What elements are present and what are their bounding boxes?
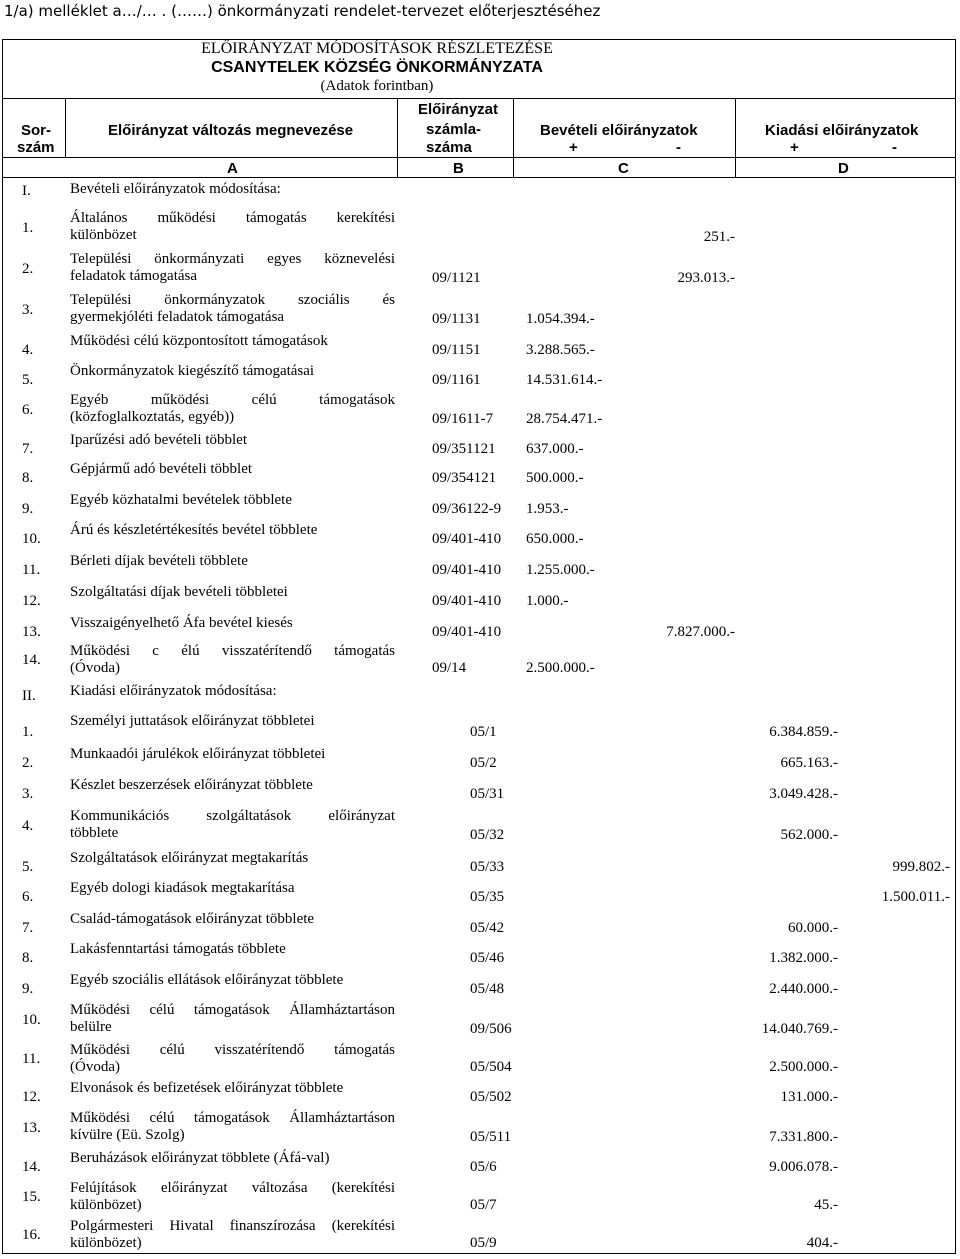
header-line-letters <box>2 177 956 178</box>
row-description <box>70 292 395 326</box>
row-number: 7. <box>22 441 34 457</box>
row-account-number: 05/9 <box>470 1235 497 1251</box>
row-description <box>70 880 395 897</box>
row-number: 8. <box>22 470 34 486</box>
row-account-number: 05/46 <box>470 950 505 966</box>
col-header-row-number-2: szám <box>17 139 55 156</box>
row-account-number: 09/1131 <box>432 311 481 327</box>
row-account-number: 09/401-410 <box>432 624 502 640</box>
col-letter-b: B <box>453 160 464 177</box>
row-number: 6. <box>22 889 34 905</box>
row-number: 12. <box>22 1089 41 1105</box>
row-description <box>70 1150 395 1167</box>
row-account-number: 09/36122-9 <box>432 501 502 517</box>
row-description <box>70 1002 395 1036</box>
row-description <box>70 461 395 478</box>
col-header-row-number-1: Sor- <box>21 122 51 139</box>
row-description <box>70 363 395 380</box>
row-number: 2. <box>22 261 34 277</box>
row-number: 14. <box>22 1159 41 1175</box>
row-account-number: 05/1 <box>470 724 497 740</box>
row-description-line-2: többlete <box>70 825 119 841</box>
row-number: 8. <box>22 950 34 966</box>
row-expenditure-plus: 6.384.859.- <box>769 724 838 740</box>
row-expenditure-plus: 60.000.- <box>788 920 838 936</box>
revenue-plus-sign: + <box>569 139 578 156</box>
row-description-line-2: (közfoglalkoztatás, egyéb)) <box>70 409 235 425</box>
row-revenue-plus: 1.953.- <box>526 501 569 517</box>
row-expenditure-minus: 1.500.011.- <box>881 889 950 905</box>
row-description <box>70 1080 395 1097</box>
row-number: 1. <box>22 724 34 740</box>
row-number: 3. <box>22 302 34 318</box>
row-description <box>70 1218 395 1252</box>
row-revenue-minus: 293.013.- <box>677 270 735 286</box>
row-number: 15. <box>22 1189 41 1205</box>
col-header-account-2: számla- <box>426 121 482 138</box>
row-revenue-plus: 28.754.471.- <box>526 411 603 427</box>
row-number: 5. <box>22 859 34 875</box>
row-account-number: 05/2 <box>470 755 497 771</box>
row-expenditure-plus: 14.040.769.- <box>761 1021 838 1037</box>
row-description-line-1: Működési célú támogatások Államháztartáson <box>70 1110 395 1126</box>
col-header-expenditure: Kiadási előirányzatok <box>765 122 919 139</box>
col-letter-a: A <box>227 160 238 177</box>
row-number: 3. <box>22 786 34 802</box>
row-revenue-plus: 1.054.394.- <box>526 311 595 327</box>
row-description-line-1: Egyéb közhatalmi bevételek többlete <box>70 492 292 508</box>
row-description-line-1: Személyi juttatások előirányzat többletei <box>70 713 315 729</box>
section-1-title: Bevételi előirányzatok módosítása: <box>70 181 281 197</box>
unit-note: (Adatok forintban) <box>320 78 434 94</box>
row-description-line-1: Működési célú központosított támogatások <box>70 333 328 349</box>
row-number: 11. <box>22 562 41 578</box>
row-expenditure-plus: 7.331.800.- <box>769 1129 838 1145</box>
header-line-middle <box>2 157 956 158</box>
row-description-line-1: Egyéb szociális ellátások előirányzat többlete <box>70 972 344 988</box>
row-account-number: 09/1611-7 <box>432 411 494 427</box>
row-expenditure-plus: 2.500.000.- <box>769 1059 838 1075</box>
row-expenditure-plus: 9.006.078.- <box>769 1159 838 1175</box>
row-description <box>70 615 395 632</box>
row-account-number: 05/33 <box>470 859 505 875</box>
row-number: 10. <box>22 1012 41 1028</box>
row-description-line-1: Árú és készletértékesítés bevétel többlete <box>70 522 318 538</box>
row-description-line-1: Polgármesteri Hivatal finanszírozása (kerekítési <box>70 1218 395 1234</box>
row-description <box>70 553 395 570</box>
row-description-line-2: belülre <box>70 1019 112 1035</box>
row-description-line-1: Gépjármű adó bevételi többlet <box>70 461 253 477</box>
row-description <box>70 1042 395 1076</box>
header-line-top <box>2 98 956 99</box>
row-account-number: 05/7 <box>470 1197 497 1213</box>
row-account-number: 09/401-410 <box>432 593 502 609</box>
row-description <box>70 746 395 763</box>
table-title: ELŐIRÁNYZAT MÓDOSÍTÁSOK RÉSZLETEZÉSE <box>201 40 553 57</box>
header-vline-2 <box>397 98 398 178</box>
row-expenditure-plus: 404.- <box>806 1235 838 1251</box>
revenue-minus-sign: - <box>676 139 681 156</box>
header-vline-1 <box>65 98 66 158</box>
row-account-number: 09/351121 <box>432 441 496 457</box>
row-number: 16. <box>22 1227 41 1243</box>
row-description <box>70 941 395 958</box>
row-description-line-1: Bérleti díjak bevételi többlete <box>70 553 248 569</box>
row-description-line-1: Kommunikációs szolgáltatások előirányzat <box>70 808 395 824</box>
row-number: 13. <box>22 624 41 640</box>
row-description <box>70 1180 395 1214</box>
row-revenue-plus: 650.000.- <box>526 531 584 547</box>
row-number: 12. <box>22 593 41 609</box>
row-account-number: 09/401-410 <box>432 562 502 578</box>
row-description-line-1: Általános működési támogatás kerekítési <box>70 210 395 226</box>
row-description-line-1: Elvonások és befizetések előirányzat többlete <box>70 1080 344 1096</box>
expenditure-plus-sign: + <box>790 139 799 156</box>
row-number: 1. <box>22 220 34 236</box>
row-description-line-1: Munkaadói járulékok előirányzat többletei <box>70 746 326 762</box>
row-account-number: 09/506 <box>470 1021 512 1037</box>
row-revenue-minus: 7.827.000.- <box>666 624 735 640</box>
row-description <box>70 808 395 842</box>
row-account-number: 09/14 <box>432 660 467 676</box>
row-expenditure-plus: 2.440.000.- <box>769 981 838 997</box>
row-description <box>70 911 395 928</box>
col-header-revenue: Bevételi előirányzatok <box>540 122 698 139</box>
row-account-number: 05/504 <box>470 1059 512 1075</box>
row-number: 14. <box>22 652 41 668</box>
row-number: 5. <box>22 372 34 388</box>
col-header-account-1: Előirányzat <box>418 101 499 118</box>
row-expenditure-plus: 131.000.- <box>780 1089 838 1105</box>
row-account-number: 05/32 <box>470 827 505 843</box>
row-revenue-plus: 3.288.565.- <box>526 342 595 358</box>
row-account-number: 05/511 <box>470 1129 512 1145</box>
row-number: 6. <box>22 402 34 418</box>
row-revenue-plus: 500.000.- <box>526 470 584 486</box>
row-description-line-1: Működési célú visszatérítendő támogatás <box>70 1042 395 1058</box>
row-description-line-2: (Óvoda) <box>70 1059 120 1075</box>
row-description <box>70 333 395 350</box>
col-letter-d: D <box>838 160 849 177</box>
row-description <box>70 522 395 539</box>
section-1-number: I. <box>22 183 31 199</box>
row-revenue-plus: 1.255.000.- <box>526 562 595 578</box>
row-description <box>70 492 395 509</box>
row-description-line-2: (Óvoda) <box>70 660 120 676</box>
row-description <box>70 1110 395 1144</box>
row-expenditure-plus: 665.163.- <box>780 755 838 771</box>
row-description <box>70 850 395 867</box>
header-vline-4 <box>735 98 736 178</box>
row-revenue-plus: 637.000.- <box>526 441 584 457</box>
row-account-number: 09/1121 <box>432 270 481 286</box>
row-number: 4. <box>22 342 34 358</box>
section-2-title: Kiadási előirányzatok módosítása: <box>70 683 277 699</box>
row-description <box>70 210 395 244</box>
row-description-line-1: Működési c élú visszatérítendő támogatás <box>70 643 395 659</box>
row-revenue-minus: 251.- <box>703 229 735 245</box>
row-account-number: 05/6 <box>470 1159 497 1175</box>
row-description <box>70 643 395 677</box>
row-description-line-2: különbözet) <box>70 1197 142 1213</box>
row-description-line-1: Készlet beszerzések előirányzat többlete <box>70 777 313 793</box>
row-description-line-1: Egyéb működési célú támogatások <box>70 392 395 408</box>
row-account-number: 05/502 <box>470 1089 512 1105</box>
row-expenditure-plus: 562.000.- <box>780 827 838 843</box>
col-letter-c: C <box>618 160 629 177</box>
row-description <box>70 584 395 601</box>
row-description <box>70 251 395 285</box>
row-description-line-1: Szolgáltatási díjak bevételi többletei <box>70 584 288 600</box>
row-description-line-2: gyermekjóléti feladatok támogatása <box>70 309 285 325</box>
row-description <box>70 713 395 730</box>
row-account-number: 09/1161 <box>432 372 481 388</box>
row-description <box>70 777 395 794</box>
row-expenditure-plus: 1.382.000.- <box>769 950 838 966</box>
row-number: 13. <box>22 1120 41 1136</box>
row-description <box>70 392 395 426</box>
row-revenue-plus: 1.000.- <box>526 593 569 609</box>
row-number: 9. <box>22 501 34 517</box>
row-description-line-2: kívülre (Eü. Szolg) <box>70 1127 185 1143</box>
row-description <box>70 972 395 989</box>
row-account-number: 09/401-410 <box>432 531 502 547</box>
row-revenue-plus: 2.500.000.- <box>526 660 595 676</box>
municipality-name: CSANYTELEK KÖZSÉG ÖNKORMÁNYZATA <box>211 59 543 76</box>
row-description-line-1: Települési önkormányzati egyes köznevelési <box>70 251 395 267</box>
row-expenditure-plus: 3.049.428.- <box>769 786 838 802</box>
row-revenue-plus: 14.531.614.- <box>526 372 603 388</box>
row-number: 10. <box>22 531 41 547</box>
row-number: 7. <box>22 920 34 936</box>
col-header-account-3: száma <box>426 139 472 156</box>
row-number: 9. <box>22 981 34 997</box>
expenditure-minus-sign: - <box>892 139 897 156</box>
row-account-number: 09/354121 <box>432 470 497 486</box>
row-expenditure-minus: 999.802.- <box>892 859 950 875</box>
row-description-line-1: Működési célú támogatások Államháztartáson <box>70 1002 395 1018</box>
row-description <box>70 432 395 449</box>
row-description-line-1: Települési önkormányzatok szociális és <box>70 292 395 308</box>
section-2-number: II. <box>22 688 36 704</box>
row-description-line-1: Önkormányzatok kiegészítő támogatásai <box>70 363 315 379</box>
document-top-note: 1/a) melléklet a…/… . (……) önkormányzati rendelet-tervezet előterjesztéséhez <box>4 2 601 20</box>
row-description-line-2: különbözet) <box>70 1235 142 1251</box>
row-description-line-1: Lakásfenntartási támogatás többlete <box>70 941 286 957</box>
row-description-line-1: Iparűzési adó bevételi többlet <box>70 432 248 448</box>
col-header-description: Előirányzat változás megnevezése <box>108 122 354 139</box>
row-number: 11. <box>22 1051 41 1067</box>
row-account-number: 05/48 <box>470 981 505 997</box>
row-account-number: 05/31 <box>470 786 505 802</box>
row-description-line-1: Egyéb dologi kiadások megtakarítása <box>70 880 295 896</box>
row-account-number: 05/35 <box>470 889 505 905</box>
row-description-line-1: Felújítások előirányzat változása (kerekítési <box>70 1180 395 1196</box>
row-description-line-2: különbözet <box>70 227 137 243</box>
row-number: 4. <box>22 818 34 834</box>
row-number: 2. <box>22 755 34 771</box>
row-description-line-2: feladatok támogatása <box>70 268 198 284</box>
row-account-number: 05/42 <box>470 920 505 936</box>
row-description-line-1: Visszaigényelhető Áfa bevétel kiesés <box>70 615 293 631</box>
row-account-number: 09/1151 <box>432 342 481 358</box>
row-description-line-1: Beruházások előirányzat többlete (Áfá-val) <box>70 1150 330 1166</box>
row-expenditure-plus: 45.- <box>814 1197 838 1213</box>
row-description-line-1: Szolgáltatások előirányzat megtakarítás <box>70 850 309 866</box>
row-description-line-1: Család-támogatások előirányzat többlete <box>70 911 315 927</box>
header-vline-3 <box>513 98 514 178</box>
